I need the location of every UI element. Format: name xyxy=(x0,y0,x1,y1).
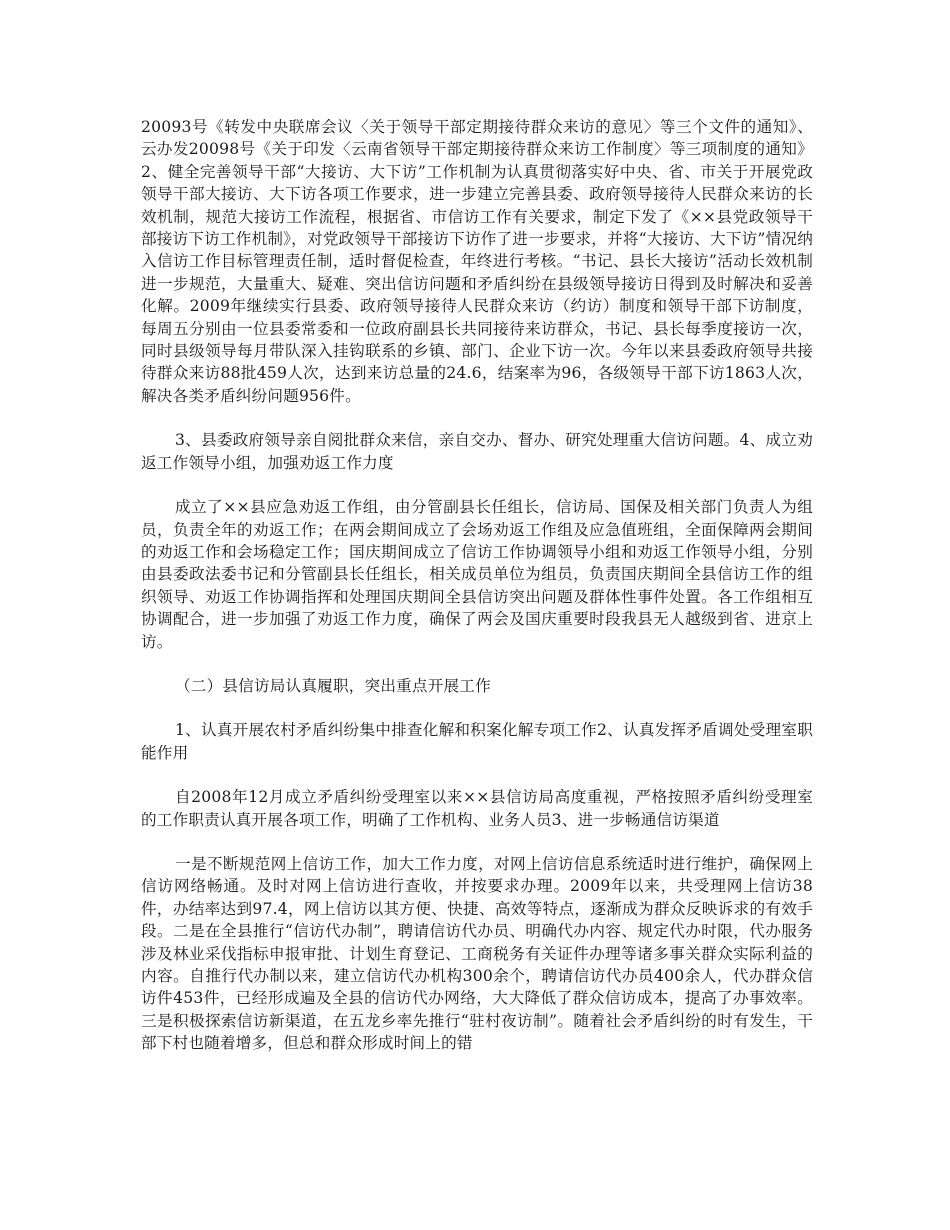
document-page xyxy=(141,116,813,1055)
paragraph-dispute-office: 自2008年12月成立矛盾纠纷受理室以来××县信访局高度重视，严格按照矛盾纠纷受理室的工作职责认真开展各项工作，明确了工作机构、业务人员3、进一步畅通信访渠道 xyxy=(141,788,813,829)
paragraph-letters-and-persuasion: 3、县委政府领导亲自阅批群众来信，亲自交办、督办、研究处理重大信访问题。4、成立劝返工作领导小组，加强劝返工作力度 xyxy=(141,431,813,472)
paragraph-dispute-resolution: 1、认真开展农村矛盾纠纷集中排查化解和积案化解专项工作2、认真发挥矛盾调处受理室职能作用 xyxy=(141,721,813,762)
paragraph-persuasion-team: 成立了××县应急劝返工作组，由分管副县长任组长，信访局、国保及相关部门负责人为组员，负责全年的劝返工作；在两会期间成立了会场劝返工作组及应急值班组，全面保障两会期间的劝返工作和会场稳定工作；国庆期间成立了信访工作协调领导小组和劝返工作领导小组，分别由县委政法委书记和分管副县长任组长，相关成员单位为组员，负责国庆期间全县信访工作的组织领导、劝返工作协调指挥和处理国庆期间全县信访突出问题及群体性事件处置。各工作组相互协调配合，进一步加强了劝返工作力度，确保了两会及国庆重要时段我县无人越级到省、进京上访。 xyxy=(141,498,813,651)
paragraph-online-petitions: 一是不断规范网上信访工作，加大工作力度，对网上信访信息系统适时进行维护，确保网上信访网络畅通。及时对网上信访进行查收，并按要求办理。2009年以来，共受理网上信访38件，办结率达到97.4，网上信访以其方便、快捷、高效等特点，逐渐成为群众反映诉求的有效手段。二是在全县推行“信访代办制”，聘请信访代办员、明确代办内容、规定代办时限，代办服务涉及林业采伐指标申报审批、计划生育登记、工商税务有关证件办理等诸多事关群众实际利益的内容。自推行代办制以来，建立信访代办机构300余个，聘请信访代办员400余人，代办群众信访件453件，已经形成遍及全县的信访代办网络，大大降低了群众信访成本，提高了办事效率。三是积极探索信访新渠道，在五龙乡率先推行“驻村夜访制”。随着社会矛盾纠纷的时有发生，干部下村也随着增多，但总和群众形成时间上的错 xyxy=(141,854,813,1053)
section-heading-bureau: （二）县信访局认真履职，突出重点开展工作 xyxy=(175,676,491,695)
paragraph-leadership-visits: 20093号《转发中央联席会议〈关于领导干部定期接待群众来访的意见〉等三个文件的通知》、云办发20098号《关于印发〈云南省领导干部定期接待群众来访工作制度〉等三项制度的通知》2、健全完善领导干部“大接访、大下访”工作机制为认真贯彻落实好中央、省、市关于开展党政领导干部大接访、大下访各项工作要求，进一步建立完善县委、政府领导接待人民群众来访的长效机制，规范大接访工作流程，根据省、市信访工作有关要求，制定下发了《××县党政领导干部接访下访工作机制》，对党政领导干部接访下访作了进一步要求，并将“大接访、大下访”情况纳入信访工作目标管理责任制，适时督促检查，年终进行考核。“书记、县长大接访”活动长效机制进一步规范，大量重大、疑难、突出信访问题和矛盾纠纷在县级领导接访日得到及时解决和妥善化解。2009年继续实行县委、政府领导接待人民群众来访（约访）制度和领导干部下访制度，每周五分别由一位县委常委和一位政府副县长共同接待来访群众，书记、县长每季度接访一次，同时县级领导每月带队深入挂钩联系的乡镇、部门、企业下访一次。今年以来县委政府领导共接待群众来访88批459人次，达到来访总量的24.6，结案率为96，各级领导干部下访1863人次，解决各类矛盾纠纷问题956件。 xyxy=(141,118,813,405)
